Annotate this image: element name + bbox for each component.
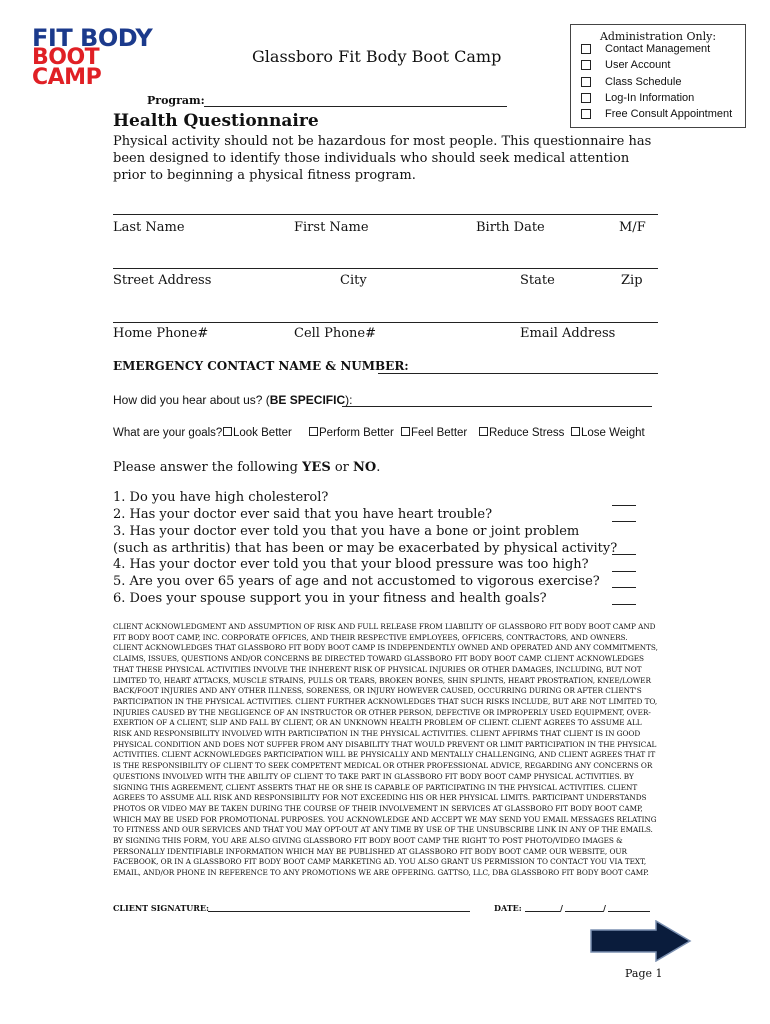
admin-item-label: Log-In Information: [605, 92, 695, 104]
date-month-line[interactable]: [525, 911, 560, 912]
referral-question: [113, 393, 352, 407]
goal-option-label: Reduce Stress: [489, 427, 565, 439]
admin-only-box: [570, 24, 746, 128]
checkbox-icon[interactable]: [581, 77, 591, 87]
logo-line-1: FIT BODY: [32, 24, 153, 52]
liability-waiver-text: CLIENT ACKNOWLEDGMENT AND ASSUMPTION OF RISK AND FULL RELEASE FROM LIABILITY OF GLASSBORO FIT BODY BOOT CAMP AND FIT BODY BOOT CAMP, INC. CORPORATE OFFICES, AND THEIR RESPECTIVE EMPLOYEES, OFFICERS, CONTRACTORS, AND OWNERS. CLIENT ACKNOWLEDGES THAT GLASSBORO FIT BODY BOOT CAMP IS INDEPENDENTLY OWNED AND OPERATED AND ANY COMMITMENTS, CLAIMS, ISSUES, QUESTIONS AND/OR CONCERNS BE DIRECTED TOWARD GLASSBORO FIT BODY BOOT CAMP. CLIENT ACKNOWLEDGES THAT THESE PHYSICAL ACTIVITIES INVOLVE THE INHERENT RISK OF PHYSICAL INJURIES OR OTHER DAMAGES, INCLUDING, BUT NOT LIMITED TO, HEART ATTACKS, MUSCLE STRAINS, PULLS OR TEARS, BROKEN BONES, SHIN SPLINTS, HEART PROSTRATION, KNEE/LOWER BACK/FOOT INJURIES AND ANY OTHER ILLNESS, SORENESS, OR INJURY HOWEVER CAUSED, OCCURRING DURING OR AFTER CLIENT'S PARTICIPATION IN THE PHYSICAL ACTIVITIES. CLIENT FURTHER ACKNOWLEDGES THAT SUCH RISKS INCLUDE, BUT ARE NOT LIMITED TO, INJURIES CAUSED BY THE NEGLIGENCE OF AN INSTRUCTOR OR OTHER PERSON, DEFECTIVE OR IMPROPERLY USED EQUIPMENT, OVER-EXERTION OF A CLIENT, SLIP AND FALL BY CLIENT, OR AN UNKNOWN HEALTH PROBLEM OF CLIENT. CLIENT AGREES TO ASSUME ALL RISK AND RESPONSIBILITY INVOLVED WITH PARTICIPATION IN THE PHYSICAL ACTIVITIES. CLIENT AFFIRMS THAT CLIENT IS IN GOOD PHYSICAL CONDITION AND DOES NOT SUFFER FROM ANY DISABILITY THAT WOULD PREVENT OR LIMIT PARTICIPATION IN THE PHYSICAL ACTIVITIES. CLIENT ACKNOWLEDGES PARTICIPATION WILL BE PHYSICALLY AND MENTALLY CHALLENGING, AND CLIENT AGREES THAT IT IS THE RESPONSIBILITY OF CLIENT TO SEEK COMPETENT MEDICAL OR OTHER PROFESSIONAL ADVICE, REGARDING ANY CONCERNS OR QUESTIONS INVOLVED WITH THE ABILITY OF CLIENT TO TAKE PART IN GLASSBORO FIT BODY BOOT CAMP PHYSICAL ACTIVITIES. BY SIGNING THIS AGREEMENT, CLIENT ASSERTS THAT HE OR SHE IS CAPABLE OF PARTICIPATING IN THE PHYSICAL ACTIVITIES. CLIENT AGREES TO ASSUME ALL RISK AND RESPONSIBILITY FOR NOT EXCEEDING HIS OR HER PHYSICAL LIMITS. PARTICIPANT UNDERSTANDS PHOTOS OR VIDEO MAY BE TAKEN DURING THE COURSE OF THEIR INVOLVEMENT IN SERVICES AT GLASSBORO FIT BODY BOOT CAMP, WHICH MAY BE USED FOR PROMOTIONAL PURPOSES. YOU ACKNOWLEDGE AND ACCEPT WE MAY SEND YOU EMAIL MESSAGES RELATING TO FITNESS AND OUR SERVICES AND THAT YOU MAY OPT-OUT AT ANY TIME BY USE OF THE UNSUBSCRIBE LINK IN ANY OF THE EMAILS. BY SIGNING THIS FORM, YOU ARE ALSO GIVING GLASSBORO FIT BODY BOOT CAMP THE RIGHT TO POST PHOTO/VIDEO IMAGES & PERSONALLY IDENTIFIABLE INFORMATION WHICH MAY BE PUBLISHED AT GLASSBORO FIT BODY BOOT CAMP. OUR WEBSITE, OUR FACEBOOK, OR IN A GLASSBORO FIT BODY BOOT CAMP MARKETING AD. YOU ALSO GRANT US PERMISSION TO CONTACT YOU VIA TEXT, EMAIL, AND/OR PHONE IN REFERENCE TO ANY PROMOTIONS WE ARE OFFERING. GATTSO, LLC, DBA GLASSBORO FIT BODY BOOT CAMP.: [113, 622, 658, 878]
checkbox-icon[interactable]: [309, 427, 318, 436]
checkbox-icon[interactable]: [581, 44, 591, 54]
city-label: City: [340, 273, 367, 288]
street-address-label: Street Address: [113, 273, 212, 288]
logo-line-2: BOOT CAMP: [32, 45, 102, 90]
referral-emphasis: BE SPECIFIC: [269, 393, 346, 407]
question-5: 5. Are you over 65 years of age and not accustomed to vigorous exercise?: [113, 574, 600, 589]
goal-option-look-better[interactable]: [223, 427, 292, 439]
answer-line-3[interactable]: [612, 554, 636, 555]
yes-no-instruction: [113, 460, 380, 475]
date-separator-2: /: [603, 903, 606, 913]
admin-item-label: Free Consult Appointment: [605, 108, 733, 120]
instruction-yes: YES: [302, 460, 331, 475]
referral-prefix: How did you hear about us? (: [113, 393, 270, 407]
admin-item-label: Contact Management: [605, 43, 711, 55]
last-name-label: Last Name: [113, 220, 185, 235]
checkbox-icon[interactable]: [223, 427, 232, 436]
admin-item-class-schedule[interactable]: [581, 76, 681, 88]
admin-item-user-account[interactable]: [581, 59, 670, 71]
client-signature-label: CLIENT SIGNATURE:: [113, 903, 209, 913]
instruction-no: NO: [353, 460, 377, 475]
state-label: State: [520, 273, 555, 288]
answer-line-5[interactable]: [612, 587, 636, 588]
checkbox-icon[interactable]: [401, 427, 410, 436]
checkbox-icon[interactable]: [581, 109, 591, 119]
fit-body-boot-camp-logo: [32, 24, 156, 90]
program-input-line[interactable]: [204, 106, 507, 107]
question-4: 4. Has your doctor ever told you that your blood pressure was too high?: [113, 557, 589, 572]
checkbox-icon[interactable]: [581, 60, 591, 70]
instruction-or: or: [330, 460, 354, 475]
home-phone-label: Home Phone#: [113, 326, 209, 341]
referral-suffix: ):: [345, 393, 353, 407]
date-year-line[interactable]: [608, 911, 650, 912]
admin-item-label: Class Schedule: [605, 76, 682, 88]
admin-item-label: User Account: [605, 59, 671, 71]
checkbox-icon[interactable]: [571, 427, 580, 436]
email-address-label: Email Address: [520, 326, 616, 341]
first-name-label: First Name: [294, 220, 369, 235]
goal-option-perform-better[interactable]: [309, 427, 394, 439]
intro-paragraph: Physical activity should not be hazardous for most people. This questionnaire has been designed to identify those individuals who should seek medical attention prior to beginning a physical fitness program.: [113, 134, 652, 183]
gender-label: M/F: [619, 220, 646, 235]
program-label: Program:: [147, 94, 205, 107]
admin-item-login-information[interactable]: [581, 92, 694, 104]
question-6: 6. Does your spouse support you in your fitness and health goals?: [113, 591, 547, 606]
goal-option-feel-better[interactable]: [401, 427, 467, 439]
client-signature-line[interactable]: [208, 911, 470, 912]
section-title: Health Questionnaire: [113, 111, 319, 131]
page-number: Page 1: [625, 967, 663, 980]
date-separator-1: /: [560, 903, 563, 913]
goals-label: What are your goals?: [113, 427, 223, 439]
date-label: DATE:: [494, 903, 522, 913]
instruction-text: Please answer the following: [113, 460, 303, 475]
goal-option-label: Lose Weight: [581, 427, 645, 439]
next-arrow-icon[interactable]: [590, 920, 692, 962]
checkbox-icon[interactable]: [479, 427, 488, 436]
question-2: 2. Has your doctor ever said that you have heart trouble?: [113, 507, 493, 522]
goal-option-reduce-stress[interactable]: [479, 427, 564, 439]
goal-option-label: Feel Better: [411, 427, 468, 439]
date-day-line[interactable]: [565, 911, 603, 912]
answer-line-2[interactable]: [612, 521, 636, 522]
referral-input-line[interactable]: [342, 406, 652, 407]
zip-label: Zip: [621, 273, 643, 288]
birth-date-label: Birth Date: [476, 220, 545, 235]
admin-item-contact-management[interactable]: [581, 43, 710, 55]
cell-phone-label: Cell Phone#: [294, 326, 376, 341]
checkbox-icon[interactable]: [581, 93, 591, 103]
question-1: 1. Do you have high cholesterol?: [113, 490, 329, 505]
question-3-continued: (such as arthritis) that has been or may be exacerbated by physical activity?: [113, 541, 618, 556]
field-row-top-rule: [113, 214, 658, 215]
goal-option-label: Look Better: [233, 427, 292, 439]
admin-item-free-consult[interactable]: [581, 108, 732, 120]
goal-option-label: Perform Better: [319, 427, 394, 439]
emergency-contact-line[interactable]: [378, 373, 658, 374]
instruction-period: .: [376, 460, 381, 475]
answer-line-6[interactable]: [612, 604, 636, 605]
admin-box-title: Administration Only:: [599, 30, 717, 43]
name-row-rule[interactable]: [113, 268, 658, 269]
address-row-rule[interactable]: [113, 322, 658, 323]
form-title: Glassboro Fit Body Boot Camp: [252, 47, 502, 66]
answer-line-1[interactable]: [612, 505, 636, 506]
answer-line-4[interactable]: [612, 571, 636, 572]
emergency-contact-label: EMERGENCY CONTACT NAME & NUMBER:: [113, 359, 409, 373]
question-3: 3. Has your doctor ever told you that you have a bone or joint problem: [113, 524, 580, 539]
goal-option-lose-weight[interactable]: [571, 427, 645, 439]
